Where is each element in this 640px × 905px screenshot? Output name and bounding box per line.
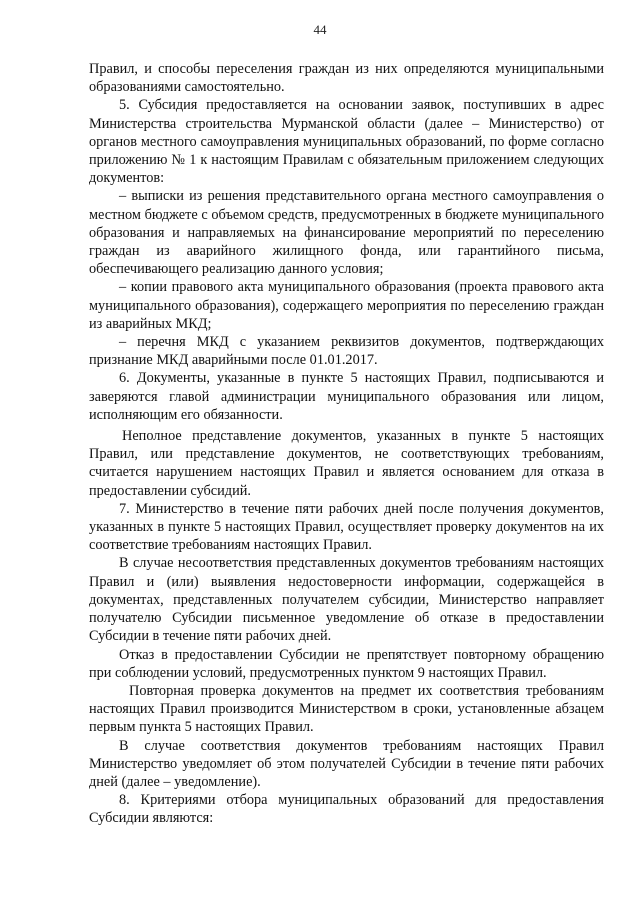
document-body — [89, 60, 604, 828]
page-number: 44 — [313, 22, 327, 37]
list-item-mkd-list: – перечня МКД с указанием реквизитов документов, подтверждающих признание МКД аварийными после 01.01.2017. — [89, 334, 604, 369]
paragraph-item-5: 5. Субсидия предоставляется на основании заявок, поступивших в адрес Министерства строительства Мурманской области (далее – Министерство) от органов местного самоуправления муниципальных образований, по форме согласно приложению № 1 к настоящим Правилам с обязательным приложением следующих документов: — [89, 97, 604, 187]
list-item-extract: – выписки из решения представительного органа местного самоуправления о местном бюджете с объемом средств, предусмотренных в бюджете муниципального образования и направляемых на финансирование мероприятий по переселению граждан из аварийного жилищного фонда, или гарантийного письма, обеспечивающего реализацию данного условия; — [89, 188, 604, 278]
paragraph-repeat-check: Повторная проверка документов на предмет их соответствия требованиям настоящих Правил производится Министерством в сроки, установленные абзацем первым пункта 5 настоящих Правил. — [89, 682, 604, 736]
paragraph-incomplete-docs: Неполное представление документов, указанных в пункте 5 настоящих Правил, или представление документов, не соответствующих требованиям, считается нарушением настоящих Правил и является основанием для отказа в предоставлении субсидий. — [89, 428, 604, 499]
paragraph-conformity: В случае соответствия документов требованиям настоящих Правил Министерство уведомляет об этом получателей Субсидии в течение пяти рабочих дней (далее – уведомление). — [89, 737, 604, 790]
paragraph-continuation: Правил, и способы переселения граждан из них определяются муниципальными образованиями самостоятельно. — [89, 61, 604, 96]
list-item-legal-act: – копии правового акта муниципального образования (проекта правового акта муниципального образования), содержащего мероприятия по переселению граждан из аварийных МКД; — [89, 279, 604, 332]
paragraph-item-8: 8. Критериями отбора муниципальных образований для предоставления Субсидии являются: — [89, 792, 604, 827]
paragraph-item-7: 7. Министерство в течение пяти рабочих дней после получения документов, указанных в пункте 5 настоящих Правил, осуществляет проверку документов на их соответствие требованиям настоящих Правил. — [89, 500, 604, 554]
paragraph-nonconformity: В случае несоответствия представленных документов требованиям настоящих Правил и (или) выявления недостоверности информации, содержащейся в документах, представленных получателем субсидии, Министерство направляет получателю Субсидии письменное уведомление об отказе в предоставлении Субсидии в течение пяти рабочих дней. — [89, 555, 604, 645]
paragraph-item-6: 6. Документы, указанные в пункте 5 настоящих Правил, подписываются и заверяются главой администрации муниципального образования или лицом, исполняющим его обязанности. — [89, 370, 604, 423]
paragraph-refusal: Отказ в предоставлении Субсидии не препятствует повторному обращению при соблюдении условий, предусмотренных пунктом 9 настоящих Правил. — [89, 646, 604, 681]
